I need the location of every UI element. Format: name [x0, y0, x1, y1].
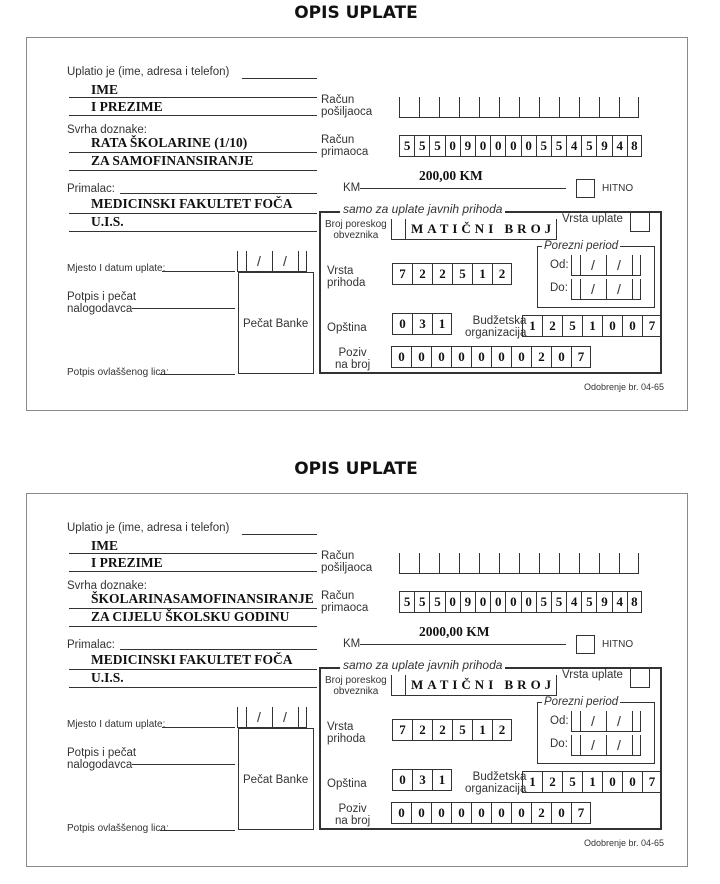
racun-primaoca-label: Račun primaoca — [321, 134, 369, 158]
digit-cell: 0 — [491, 347, 511, 367]
digit-cell: 0 — [391, 347, 411, 367]
digit-cell: 9 — [596, 136, 611, 156]
uplatio-line-1[interactable]: IME — [91, 538, 118, 553]
tick-cell — [499, 97, 519, 117]
digit-cell: 0 — [622, 316, 642, 336]
digit-cell: 1 — [582, 772, 602, 792]
vrsta-prihoda-label: Vrsta prihoda — [327, 265, 366, 289]
tick-cell — [519, 97, 539, 117]
poziv-label: Poziv na broj — [335, 803, 371, 827]
digit-cell: 0 — [602, 772, 622, 792]
tick-cell — [579, 97, 599, 117]
tick-cell — [499, 553, 519, 573]
digit-cell: 8 — [627, 592, 642, 612]
potpis-nalogodavca-label: Potpis i pečat nalogodavca — [67, 747, 137, 771]
digit-cell: 8 — [627, 136, 642, 156]
do-label: Do: — [550, 282, 568, 294]
tick-cell — [479, 553, 499, 573]
digit-cell: 1 — [472, 264, 492, 284]
potpis-ovlastenog-label: Potpis ovlaššenog lica: — [67, 823, 169, 834]
racun-primaoca-digits[interactable] — [399, 135, 642, 157]
digit-cell: 2 — [492, 264, 512, 284]
digit-cell: 0 — [490, 592, 505, 612]
digit-cell: 1 — [432, 770, 452, 790]
public-revenue-title: samo za uplate javnih prihoda — [340, 202, 505, 216]
digit-cell: 5 — [429, 136, 444, 156]
vrsta-uplate-checkbox[interactable] — [630, 668, 650, 688]
digit-cell: 5 — [551, 592, 566, 612]
digit-cell: 5 — [429, 592, 444, 612]
digit-cell: 0 — [551, 803, 571, 823]
primalac-line-1[interactable]: MEDICINSKI FAKULTET FOČA — [91, 196, 293, 211]
tick-cell — [619, 553, 639, 573]
uplatio-line-2[interactable]: I PREZIME — [91, 99, 163, 114]
svrha-line-2[interactable]: ZA SAMOFINANSIRANJE — [91, 153, 254, 168]
opstina-digits[interactable] — [392, 313, 452, 335]
hitno-checkbox[interactable] — [576, 179, 595, 198]
digit-cell: 5 — [551, 136, 566, 156]
public-revenue-title: samo za uplate javnih prihoda — [340, 658, 505, 672]
opstina-digits[interactable] — [392, 769, 452, 791]
digit-cell: 1 — [522, 772, 542, 792]
odobrenje-text: Odobrenje br. 04-65 — [584, 382, 665, 392]
tick-cell — [559, 97, 579, 117]
uplatio-line-2[interactable]: I PREZIME — [91, 555, 163, 570]
racun-posiljaoca-field[interactable] — [399, 553, 639, 574]
tick-cell — [619, 97, 639, 117]
digit-cell: 0 — [475, 592, 490, 612]
tick-cell — [539, 553, 559, 573]
poziv-digits[interactable] — [391, 802, 591, 824]
digit-cell: 0 — [431, 803, 451, 823]
uplatio-label: Uplatio je (ime, adresa i telefon) — [67, 66, 230, 78]
payment-slip-section — [0, 456, 720, 884]
primalac-label: Primalac: — [67, 639, 115, 651]
hitno-label: HITNO — [602, 639, 634, 650]
digit-cell: 0 — [431, 347, 451, 367]
tick-cell — [579, 553, 599, 573]
tick-cell — [459, 553, 479, 573]
km-label: KM — [343, 638, 361, 650]
tick-cell — [399, 97, 419, 117]
digit-cell: 7 — [642, 316, 662, 336]
odobrenje-text: Odobrenje br. 04-65 — [584, 838, 665, 848]
digit-cell: 0 — [505, 136, 520, 156]
do-date-field[interactable]: / / — [571, 735, 641, 756]
digit-cell: 0 — [411, 803, 431, 823]
digit-cell: 7 — [571, 803, 591, 823]
uplatio-label: Uplatio je (ime, adresa i telefon) — [67, 522, 230, 534]
maticni-broj: MATIČNI BROJ — [411, 221, 556, 236]
budzetska-digits[interactable] — [522, 315, 662, 337]
broj-poreskog-label: Broj poreskog obveznika — [325, 219, 387, 241]
digit-cell: 5 — [414, 592, 429, 612]
payment-slip — [26, 493, 688, 867]
digit-cell: 9 — [460, 592, 475, 612]
broj-poreskog-label: Broj poreskog obveznika — [325, 675, 387, 697]
digit-cell: 4 — [612, 592, 627, 612]
potpis-ovlastenog-label: Potpis ovlaššenog lica: — [67, 367, 169, 378]
digit-cell: 1 — [582, 316, 602, 336]
digit-cell: 0 — [511, 803, 531, 823]
vrsta-prihoda-digits[interactable] — [392, 719, 512, 741]
digit-cell: 0 — [392, 314, 412, 334]
racun-posiljaoca-label: Račun pošiljaoca — [321, 94, 373, 118]
digit-cell: 0 — [622, 772, 642, 792]
km-label: KM — [343, 182, 361, 194]
digit-cell: 5 — [414, 136, 429, 156]
digit-cell: 5 — [562, 316, 582, 336]
tick-cell — [419, 553, 439, 573]
od-label: Od: — [550, 259, 569, 271]
digit-cell: 2 — [542, 316, 562, 336]
digit-cell: 2 — [492, 720, 512, 740]
digit-cell: 0 — [445, 136, 460, 156]
tick-cell — [439, 97, 459, 117]
mjesto-label: Mjesto I datum uplate: — [67, 719, 166, 730]
digit-cell: 5 — [536, 136, 551, 156]
hitno-label: HITNO — [602, 183, 634, 194]
vrsta-uplate-label: Vrsta uplate — [562, 669, 623, 681]
digit-cell: 2 — [412, 720, 432, 740]
digit-cell: 0 — [551, 347, 571, 367]
tick-cell — [479, 97, 499, 117]
tick-cell — [439, 553, 459, 573]
digit-cell: 5 — [399, 592, 414, 612]
mjesto-date-field[interactable]: / / — [237, 707, 307, 728]
digit-cell: 7 — [392, 720, 412, 740]
slip-heading: OPIS UPLATE — [294, 3, 418, 23]
budzetska-digits[interactable] — [522, 771, 662, 793]
slip-heading: OPIS UPLATE — [294, 459, 418, 479]
digit-cell: 0 — [471, 803, 491, 823]
digit-cell: 5 — [536, 592, 551, 612]
digit-cell: 7 — [392, 264, 412, 284]
budzetska-label: Budžetska organizacija — [465, 315, 527, 339]
km-amount[interactable]: 2000,00 KM — [419, 624, 490, 639]
digit-cell: 1 — [522, 316, 542, 336]
svrha-line-1[interactable]: ŠKOLARINASAMOFINANSIRANJE — [91, 591, 314, 606]
mjesto-label: Mjesto I datum uplate: — [67, 263, 166, 274]
digit-cell: 0 — [411, 347, 431, 367]
budzetska-label: Budžetska organizacija — [465, 771, 527, 795]
svrha-label: Svrha doznake: — [67, 580, 147, 592]
digit-cell: 5 — [581, 592, 596, 612]
digit-cell: 3 — [412, 770, 432, 790]
digit-cell: 0 — [602, 316, 622, 336]
primalac-line-1[interactable]: MEDICINSKI FAKULTET FOČA — [91, 652, 293, 667]
opstina-label: Opština — [327, 322, 367, 334]
primalac-line-2[interactable]: U.I.S. — [91, 670, 124, 685]
digit-cell: 7 — [571, 347, 591, 367]
od-date-field[interactable]: / / — [571, 255, 641, 276]
primalac-label: Primalac: — [67, 183, 115, 195]
digit-cell: 0 — [475, 136, 490, 156]
vrsta-uplate-checkbox[interactable] — [630, 212, 650, 232]
digit-cell: 1 — [472, 720, 492, 740]
tick-cell — [539, 97, 559, 117]
digit-cell: 0 — [471, 347, 491, 367]
tick-cell — [519, 553, 539, 573]
digit-cell: 9 — [460, 136, 475, 156]
payment-slip-section — [0, 0, 720, 428]
digit-cell: 0 — [521, 136, 536, 156]
pecat-banke-label: Pečat Banke — [243, 318, 309, 330]
digit-cell: 7 — [642, 772, 662, 792]
od-date-field[interactable]: / / — [571, 711, 641, 732]
porezni-period-label: Porezni period — [544, 696, 619, 708]
digit-cell: 0 — [490, 136, 505, 156]
digit-cell: 5 — [399, 136, 414, 156]
digit-cell: 4 — [612, 136, 627, 156]
vrsta-prihoda-label: Vrsta prihoda — [327, 721, 366, 745]
km-amount[interactable]: 200,00 KM — [419, 168, 483, 183]
payment-slip — [26, 37, 688, 411]
digit-cell: 2 — [531, 347, 551, 367]
racun-primaoca-label: Račun primaoca — [321, 590, 369, 614]
svrha-label: Svrha doznake: — [67, 124, 147, 136]
digit-cell: 0 — [521, 592, 536, 612]
tick-cell — [399, 553, 419, 573]
do-label: Do: — [550, 738, 568, 750]
digit-cell: 5 — [562, 772, 582, 792]
porezni-period-label: Porezni period — [544, 240, 619, 252]
digit-cell: 2 — [412, 264, 432, 284]
digit-cell: 5 — [581, 136, 596, 156]
svrha-line-1[interactable]: RATA ŠKOLARINE (1/10) — [91, 135, 248, 150]
poziv-label: Poziv na broj — [335, 347, 371, 371]
digit-cell: 3 — [412, 314, 432, 334]
racun-primaoca-digits[interactable] — [399, 591, 642, 613]
vrsta-uplate-label: Vrsta uplate — [562, 213, 623, 225]
tick-cell — [599, 97, 619, 117]
vrsta-prihoda-digits[interactable] — [392, 263, 512, 285]
tick-cell — [419, 97, 439, 117]
pecat-banke-label: Pečat Banke — [243, 774, 309, 786]
digit-cell: 2 — [432, 720, 452, 740]
digit-cell: 2 — [542, 772, 562, 792]
digit-cell: 2 — [432, 264, 452, 284]
tick-cell — [559, 553, 579, 573]
digit-cell: 5 — [452, 264, 472, 284]
od-label: Od: — [550, 715, 569, 727]
racun-posiljaoca-label: Račun pošiljaoca — [321, 550, 373, 574]
svrha-line-2[interactable]: ZA CIJELU ŠKOLSKU GODINU — [91, 609, 290, 624]
tick-cell — [459, 97, 479, 117]
tick-cell — [599, 553, 619, 573]
maticni-broj: MATIČNI BROJ — [411, 677, 556, 692]
opstina-label: Opština — [327, 778, 367, 790]
digit-cell: 0 — [505, 592, 520, 612]
uplatio-line-1[interactable]: IME — [91, 82, 118, 97]
racun-posiljaoca-field[interactable] — [399, 97, 639, 118]
do-date-field[interactable]: / / — [571, 279, 641, 300]
digit-cell: 4 — [566, 136, 581, 156]
digit-cell: 1 — [432, 314, 452, 334]
digit-cell: 0 — [491, 803, 511, 823]
digit-cell: 0 — [511, 347, 531, 367]
digit-cell: 5 — [452, 720, 472, 740]
poziv-digits[interactable] — [391, 346, 591, 368]
hitno-checkbox[interactable] — [576, 635, 595, 654]
digit-cell: 0 — [392, 770, 412, 790]
digit-cell: 0 — [451, 803, 471, 823]
digit-cell: 0 — [391, 803, 411, 823]
digit-cell: 4 — [566, 592, 581, 612]
digit-cell: 0 — [445, 592, 460, 612]
mjesto-date-field[interactable]: / / — [237, 251, 307, 272]
primalac-line-2[interactable]: U.I.S. — [91, 214, 124, 229]
digit-cell: 2 — [531, 803, 551, 823]
digit-cell: 0 — [451, 347, 471, 367]
potpis-nalogodavca-label: Potpis i pečat nalogodavca — [67, 291, 137, 315]
digit-cell: 9 — [596, 592, 611, 612]
